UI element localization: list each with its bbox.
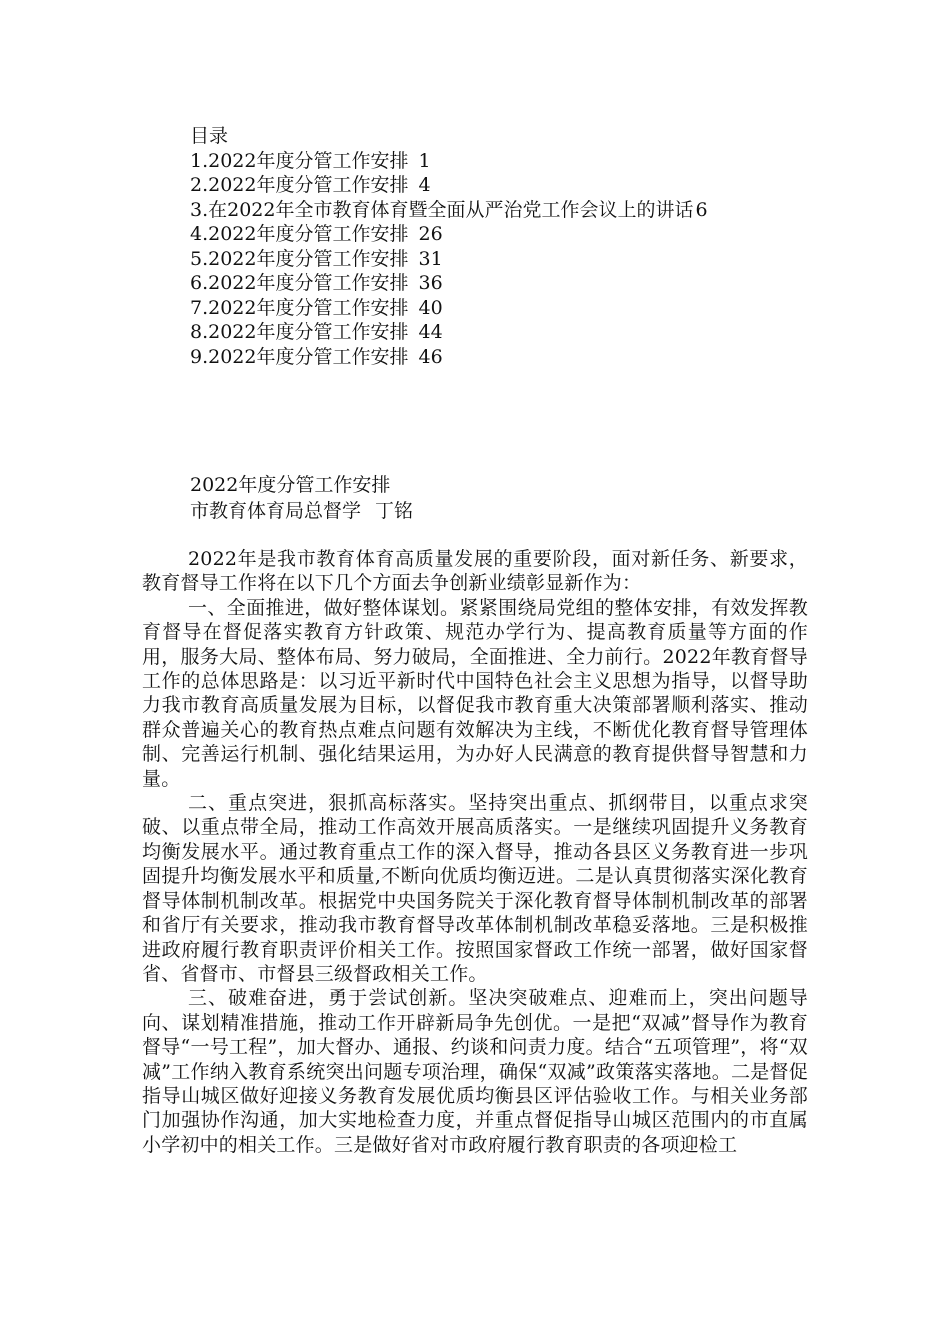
toc-entry-page: 26 [418,223,443,245]
toc-entry-label: 7.2022年度分管工作安排 [190,296,409,319]
toc-entry-page: 1 [418,149,431,172]
toc-entry-page: 36 [418,272,443,294]
toc-entry[interactable] [190,222,830,247]
toc-entry-label: 9.2022年度分管工作安排 [190,345,409,368]
toc-entry[interactable] [190,173,830,198]
toc-entry-page: 44 [418,321,443,343]
document-body [142,547,808,1157]
table-of-contents [190,124,830,369]
toc-entry-page: 40 [418,296,443,319]
toc-entry-page: 6 [695,198,708,221]
toc-entry[interactable] [190,320,830,345]
author-name: 丁铭 [375,500,414,522]
body-paragraph: 一、全面推进，做好整体谋划。紧紧围绕局党组的整体安排，有效发挥教育督导在督促落实教育方针政策、规范办学行为、提高教育质量等方面的作用，服务大局、整体布局、努力破局，全面推进、全力前行。2022年教育督导工作的总体思路是：以习近平新时代中国特色社会主义思想为指导，以督导助力我市教育高质量发展为目标，以督促我市教育重大决策部署顺利落实、推动群众普遍关心的教育热点难点问题有效解决为主线，不断优化教育督导管理体制、完善运行机制、强化结果运用，为办好人民满意的教育提供督导智慧和力量。 [142,596,808,790]
author-line [190,498,830,524]
body-paragraph: 三、破难奋进，勇于尝试创新。坚决突破难点、迎难而上，突出问题导向、谋划精准措施，推动工作开辟新局争先创优。一是把“双减”督导作为教育督导“一号工程”，加大督办、通报、约谈和问责力度。结合“五项管理”，将“双减”工作纳入教育系统突出问题专项治理，确保“双减”政策落实落地。二是督促指导山城区做好迎接义务教育发展优质均衡县区评估验收工作。与相关业务部门加强协作沟通，加大实地检查力度，并重点督促指导山城区范围内的市直属小学初中的相关工作。三是做好省对市政府履行教育职责的各项迎检工 [142,987,808,1156]
toc-list [190,149,830,370]
document-heading [190,472,830,524]
toc-entry-label: 2.2022年度分管工作安排 [190,174,409,196]
body-paragraph: 二、重点突进，狠抓高标落实。坚持突出重点、抓纲带目，以重点求突破、以重点带全局，推动工作高效开展高质落实。一是继续巩固提升义务教育均衡发展水平。通过教育重点工作的深入督导，推动各县区义务教育进一步巩固提升均衡发展水平和质量,不断向优质均衡迈进。二是认真贯彻落实深化教育督导体制机制改革。根据党中央国务院关于深化教育督导体制机制改革的部署和省厅有关要求，推动我市教育督导改革体制机制改革稳妥落地。三是积极推进政府履行教育职责评价相关工作。按照国家督政工作统一部署，做好国家督省、省督市、市督县三级督政相关工作。 [142,792,808,985]
toc-entry[interactable] [190,345,830,370]
toc-entry[interactable] [190,149,830,174]
toc-entry-page: 4 [418,174,431,196]
author-role: 市教育体育局总督学 [190,500,362,522]
toc-entry-label: 3.在2022年全市教育体育暨全面从严治党工作会议上的讲话 [190,198,694,221]
toc-entry[interactable] [190,198,830,223]
toc-entry[interactable] [190,296,830,321]
toc-title: 目录 [190,125,229,147]
document-title: 2022年度分管工作安排 [190,474,391,496]
toc-entry-label: 1.2022年度分管工作安排 [190,149,409,172]
body-paragraph: 2022年是我市教育体育高质量发展的重要阶段，面对新任务、新要求，教育督导工作将在以下几个方面去争创新业绩彰显新作为： [142,548,808,595]
toc-entry-label: 6.2022年度分管工作安排 [190,272,409,294]
toc-entry-page: 46 [418,345,443,368]
toc-entry-page: 31 [418,247,443,270]
toc-entry-label: 8.2022年度分管工作安排 [190,321,409,343]
toc-entry[interactable] [190,247,830,272]
toc-entry[interactable] [190,271,830,296]
toc-entry-label: 4.2022年度分管工作安排 [190,223,409,245]
toc-entry-label: 5.2022年度分管工作安排 [190,247,409,270]
